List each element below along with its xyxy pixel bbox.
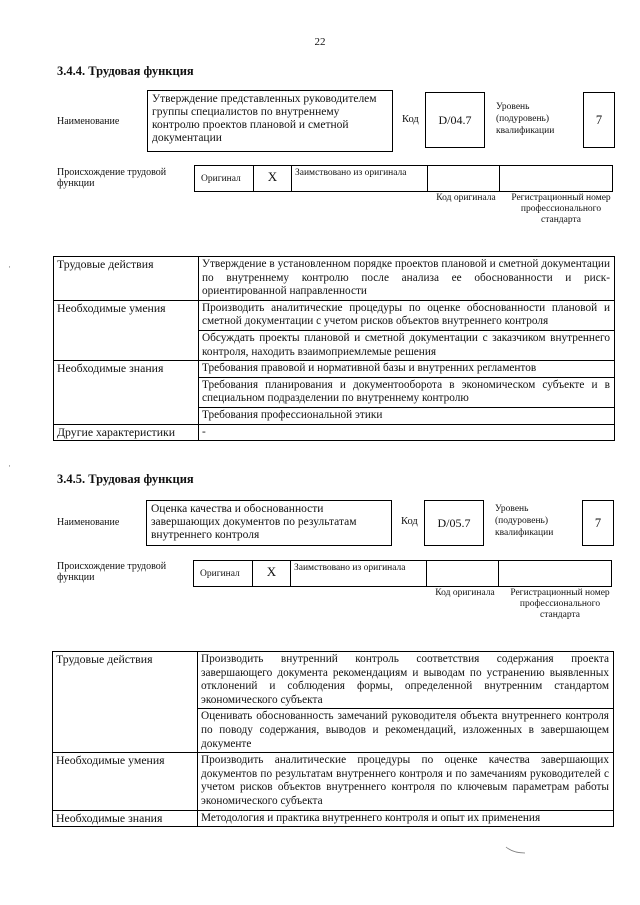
table-row — [54, 300, 615, 330]
code-original-label-345: Код оригинала — [435, 588, 495, 598]
table-row — [53, 753, 614, 810]
table-cell: - — [199, 424, 615, 441]
name-label-344: Наименование — [57, 116, 120, 127]
reg-number-cell-345 — [499, 561, 611, 586]
margin-mark: · — [8, 262, 11, 272]
reg-number-label-345: Регистрационный номер профессионального стандарта — [510, 588, 610, 620]
original-label-345: Оригинал — [194, 561, 253, 586]
origin-label-345: Происхождение трудовой функции — [57, 561, 167, 583]
borrowed-label-344: Заимствовано из оригинала — [292, 166, 428, 191]
row-header: Другие характеристики — [54, 424, 199, 441]
function-name-344: Утверждение представленных руководителем группы специалистов по внутреннему контролю проектов плановой и сметной документации — [147, 90, 393, 152]
code-label-345: Код — [401, 516, 418, 527]
code-original-label-344: Код оригинала — [436, 193, 496, 203]
table-row — [54, 424, 615, 441]
table-cell: Требования профессиональной этики — [199, 407, 615, 424]
section-heading-344: 3.4.4. Трудовая функция — [57, 64, 194, 78]
reg-number-cell-344 — [500, 166, 612, 191]
level-label-345: Уровень (подуровень) квалификации — [495, 504, 554, 538]
original-label-344: Оригинал — [195, 166, 254, 191]
reg-number-label-344: Регистрационный номер профессионального стандарта — [511, 193, 611, 225]
qualification-level-345: 7 — [582, 500, 614, 546]
table-cell: Требования правовой и нормативной базы и внутренних регламентов — [199, 361, 615, 378]
table-cell: Методология и практика внутреннего контроля и опыт их применения — [198, 810, 614, 827]
qualification-level-344: 7 — [583, 92, 615, 148]
code-label-344: Код — [402, 114, 419, 125]
original-mark-345: X — [253, 561, 291, 586]
original-mark-344: X — [254, 166, 292, 191]
origin-row-345 — [193, 560, 612, 587]
row-header: Необходимые умения — [53, 753, 198, 810]
table-row — [53, 810, 614, 827]
code-original-cell-344 — [428, 166, 500, 191]
function-table-344 — [53, 256, 615, 441]
row-header: Трудовые действия — [53, 652, 198, 753]
function-code-345: D/05.7 — [424, 500, 484, 546]
code-original-cell-345 — [427, 561, 499, 586]
table-cell: Обсуждать проекты плановой и сметной документации с заказчиком внутреннего контроля, находить взаимоприемлемые решения — [199, 330, 615, 360]
table-cell: Оценивать обоснованность замечаний руководителя объекта внутреннего контроля по поводу содержания, выводов и рекомендаций, изложенных в завершающем документе — [198, 709, 614, 753]
row-header: Необходимые знания — [54, 361, 199, 424]
margin-mark: · — [8, 461, 11, 471]
table-cell: Производить внутренний контроль соответствия содержания проекта завершающего документа рекомендациям и выводам по устранению выявленных отклонений и соблюдения формы, определенной внутренним стандартом экономического субъекта — [198, 652, 614, 709]
table-cell: Требования планирования и документооборота в экономическом субъекте и в специальном подразделении по внутреннему контролю — [199, 377, 615, 407]
table-cell: Утверждение в установленном порядке проектов плановой и сметной документации по внутреннему контролю после анализа ее обоснованности и риск-ориентированной направленности — [199, 257, 615, 301]
table-cell: Производить аналитические процедуры по оценке качества завершающих документов по результатам внутреннего контроля и по замечаниям руководителей с учетом рисков объектов внутреннего контроля по ключевым параметрам работы экономического субъекта — [198, 753, 614, 810]
page-number: 22 — [314, 36, 326, 48]
pen-stroke-mark — [505, 845, 527, 855]
table-row — [54, 361, 615, 378]
row-header: Необходимые умения — [54, 300, 199, 360]
name-label-345: Наименование — [57, 517, 120, 528]
table-row — [53, 652, 614, 709]
origin-label-344: Происхождение трудовой функции — [57, 167, 167, 189]
function-code-344: D/04.7 — [425, 92, 485, 148]
function-name-345: Оценка качества и обоснованности завершающих документов по результатам внутреннего контроля — [146, 500, 392, 546]
table-row — [54, 257, 615, 301]
origin-row-344 — [194, 165, 613, 192]
section-heading-345: 3.4.5. Трудовая функция — [57, 472, 194, 486]
table-cell: Производить аналитические процедуры по оценке обоснованности плановой и сметной документации с учетом рисков объектов внутреннего контроля — [199, 300, 615, 330]
row-header: Необходимые знания — [53, 810, 198, 827]
level-label-344: Уровень (подуровень) квалификации — [496, 102, 555, 136]
borrowed-label-345: Заимствовано из оригинала — [291, 561, 427, 586]
row-header: Трудовые действия — [54, 257, 199, 301]
function-table-345 — [52, 651, 614, 827]
